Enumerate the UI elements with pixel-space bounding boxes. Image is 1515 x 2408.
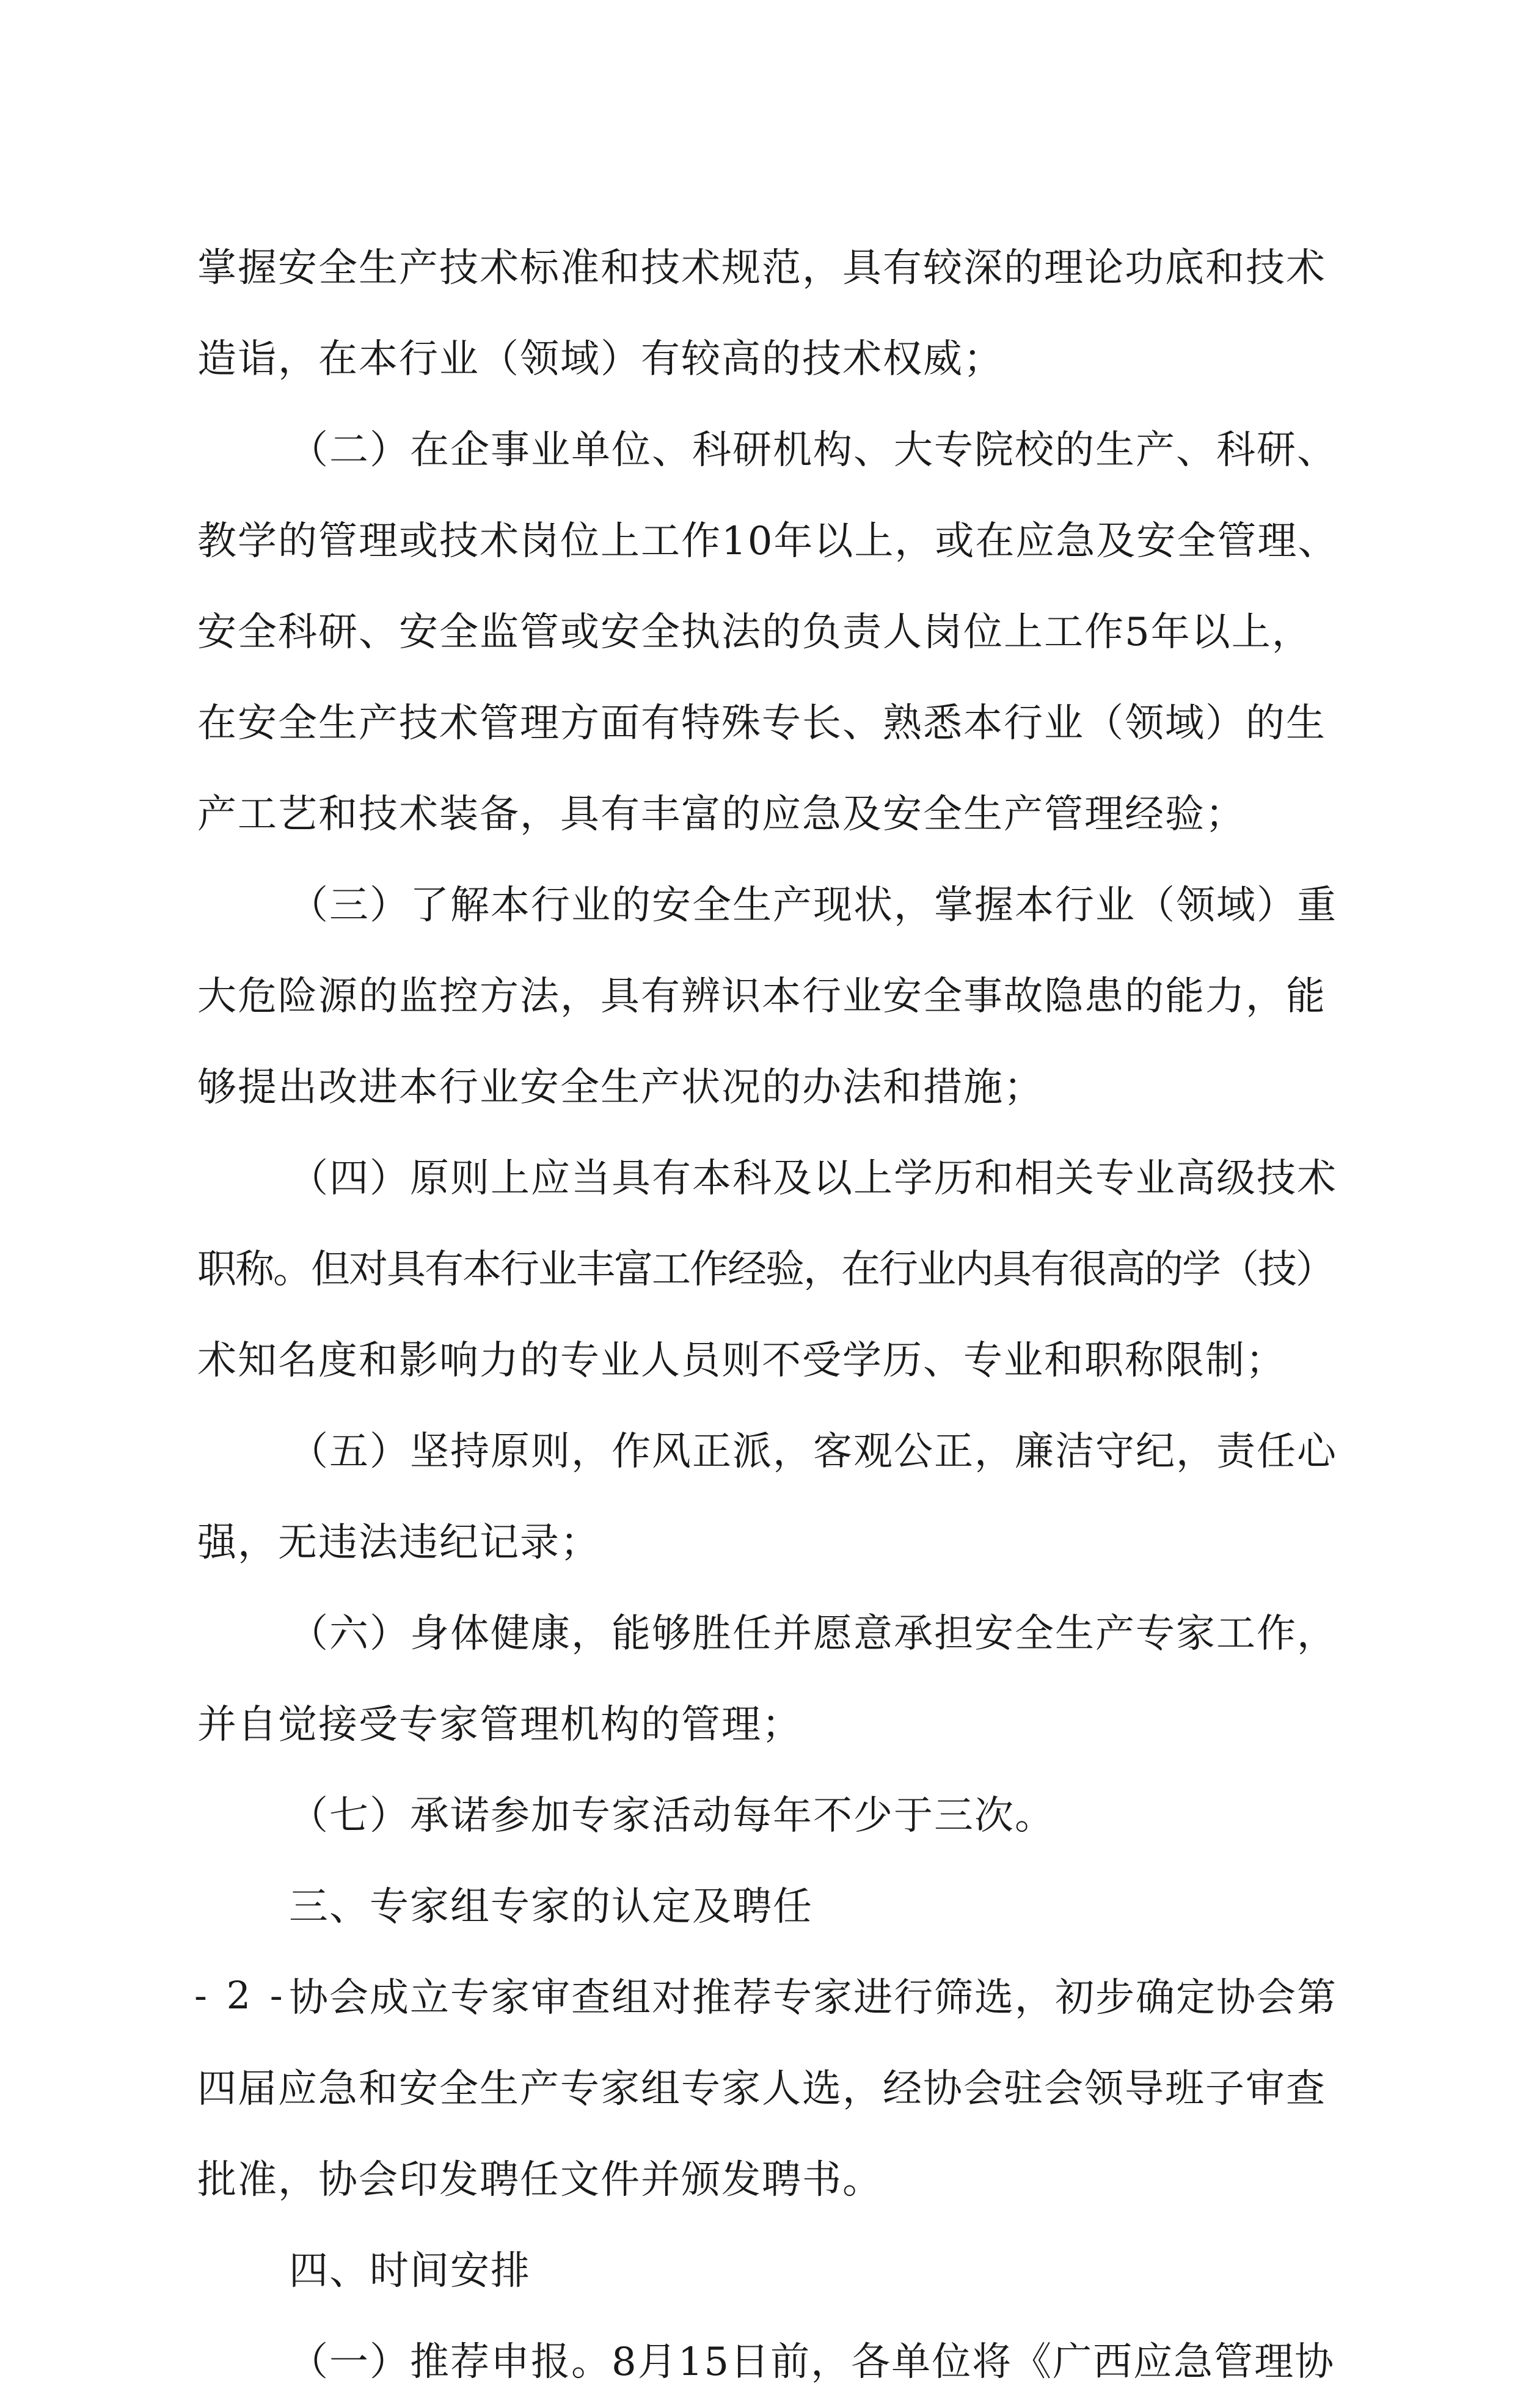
text-line: 四、时间安排	[289, 2249, 531, 2294]
text-line: （二）在企事业单位、科研机构、大专院校的生产、科研、	[289, 428, 1337, 473]
text-line: （五）坚持原则，作风正派，客观公正，廉洁守纪，责任心	[289, 1429, 1337, 1474]
text-line: 产工艺和技术装备，具有丰富的应急及安全生产管理经验；	[197, 792, 1246, 837]
text-line: 掌握安全生产技术标准和技术规范，具有较深的理论功底和技术	[197, 246, 1326, 291]
text-line: 批准，协会印发聘任文件并颁发聘书。	[197, 2157, 883, 2203]
document-body	[197, 223, 1346, 2408]
text-line: 四届应急和安全生产专家组专家人选，经协会驻会领导班子审查	[197, 2066, 1326, 2112]
text-line: （六）身体健康，能够胜任并愿意承担安全生产专家工作，	[289, 1611, 1337, 1656]
text-line: 造诣，在本行业（领域）有较高的技术权威；	[197, 337, 1004, 382]
text-line: 职称。但对具有本行业丰富工作经验，在行业内具有很高的学（技）	[197, 1247, 1334, 1292]
text-line: （七）承诺参加专家活动每年不少于三次。	[289, 1793, 1055, 1839]
page-number: - 2 -	[194, 1973, 287, 2018]
text-line: （一）推荐申报。8月15日前，各单位将《广西应急管理协	[289, 2340, 1335, 2385]
text-line: 在安全生产技术管理方面有特殊专长、熟悉本行业（领域）的生	[197, 701, 1326, 746]
text-line: （四）原则上应当具有本科及以上学历和相关专业高级技术	[289, 1156, 1337, 1201]
text-line: 教学的管理或技术岗位上工作10年以上，或在应急及安全管理、	[197, 519, 1338, 564]
text-line: （三）了解本行业的安全生产现状，掌握本行业（领域）重	[289, 883, 1337, 928]
text-line: 术知名度和影响力的专业人员则不受学历、专业和职称限制；	[197, 1338, 1286, 1383]
text-line: 大危险源的监控方法，具有辨识本行业安全事故隐患的能力，能	[197, 974, 1326, 1019]
text-line: 协会成立专家审查组对推荐专家进行筛选，初步确定协会第	[289, 1975, 1337, 2021]
text-line: 三、专家组专家的认定及聘任	[289, 1884, 813, 1930]
text-line: 并自觉接受专家管理机构的管理；	[197, 1702, 802, 1747]
text-line: 够提出改进本行业安全生产状况的办法和措施；	[197, 1065, 1044, 1110]
text-line: 安全科研、安全监管或安全执法的负责人岗位上工作5年以上，	[197, 610, 1312, 655]
text-line: 强，无违法违纪记录；	[197, 1520, 601, 1565]
